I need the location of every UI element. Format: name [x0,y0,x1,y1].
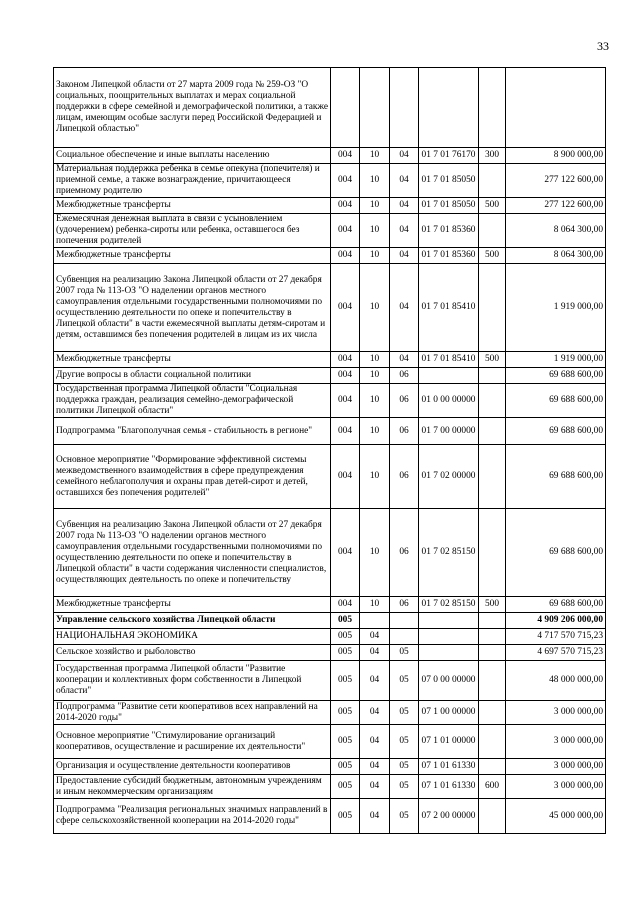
subsection-code-cell: 06 [390,509,419,597]
amount-cell: 69 688 600,00 [506,445,606,509]
target-article-cell [419,613,479,629]
subsection-code-cell: 05 [390,799,419,834]
subsection-code-cell: 06 [390,418,419,445]
amount-cell: 45 000 000,00 [506,799,606,834]
table-row [54,248,606,264]
table-row [54,799,606,834]
target-article-cell: 07 1 01 61330 [419,775,479,799]
subsection-code-cell: 06 [390,368,419,384]
amount-cell: 4 717 570 715,23 [506,629,606,645]
section-code-cell: 10 [360,198,390,214]
subsection-code-cell: 05 [390,645,419,661]
expense-type-cell: 600 [479,775,506,799]
target-article-cell: 07 0 00 00000 [419,661,479,701]
section-code-cell [360,68,390,148]
ministry-code-cell: 005 [331,799,360,834]
section-code-cell: 10 [360,148,390,164]
section-code-cell: 10 [360,164,390,198]
expense-type-cell [479,445,506,509]
row-name-cell: Субвенция на реализацию Закона Липецкой области от 27 декабря 2007 года № 113-ОЗ "О наделении органов местного самоуправления отдельными государственными полномочиями по осуществлению деятельности по опеке и попечительству в Липецкой области" в части ежемесячной выплаты детям-сиротам и детям, оставшимся без попечения родителей в лицам из их числа [54,264,331,352]
table-row [54,148,606,164]
ministry-code-cell: 004 [331,198,360,214]
expense-type-cell [479,661,506,701]
ministry-code-cell: 004 [331,509,360,597]
subsection-code-cell: 06 [390,445,419,509]
ministry-code-cell: 004 [331,264,360,352]
row-name-cell: Государственная программа Липецкой области "Социальная поддержка граждан, реализация семейно-демографической политики Липецкой области" [54,384,331,418]
expense-type-cell [479,368,506,384]
section-code-cell: 10 [360,384,390,418]
subsection-code-cell: 05 [390,701,419,725]
target-article-cell [419,629,479,645]
section-code-cell: 10 [360,445,390,509]
ministry-code-cell: 005 [331,629,360,645]
target-article-cell: 01 7 01 85050 [419,198,479,214]
amount-cell: 69 688 600,00 [506,418,606,445]
row-name-cell: Межбюджетные трансферты [54,198,331,214]
ministry-code-cell: 004 [331,148,360,164]
row-name-cell: Государственная программа Липецкой области "Развитие кооперации и коллективных форм собственности в Липецкой области" [54,661,331,701]
row-name-cell: Подпрограмма "Благополучная семья - стабильность в регионе" [54,418,331,445]
amount-cell: 3 000 000,00 [506,775,606,799]
subsection-code-cell: 05 [390,661,419,701]
subsection-code-cell: 04 [390,352,419,368]
row-name-cell: Подпрограмма "Развитие сети кооперативов всех направлений на 2014-2020 годы" [54,701,331,725]
table-row [54,445,606,509]
row-name-cell: Основное мероприятие "Стимулирование организаций кооперативов, осуществление и расширение их деятельности" [54,725,331,759]
target-article-cell [419,368,479,384]
row-name-cell: Социальное обеспечение и иные выплаты населению [54,148,331,164]
row-name-cell: Субвенция на реализацию Закона Липецкой области от 27 декабря 2007 года № 113-ОЗ "О наделении органов местного самоуправления отдельными государственными полномочиями по осуществлению деятельности по опеке и попечительству в Липецкой области" в части содержания численности специалистов, осуществляющих деятельность по опеке и попечительству [54,509,331,597]
budget-table [53,67,606,834]
section-code-cell: 04 [360,661,390,701]
target-article-cell: 01 7 02 00000 [419,445,479,509]
amount-cell: 8 064 300,00 [506,248,606,264]
row-name-cell: НАЦИОНАЛЬНАЯ ЭКОНОМИКА [54,629,331,645]
table-row [54,368,606,384]
row-name-cell: Ежемесячная денежная выплата в связи с усыновлением (удочерением) ребенка-сироты или ребенка, оставшегося без попечения родителей [54,214,331,248]
expense-type-cell [479,264,506,352]
amount-cell: 48 000 000,00 [506,661,606,701]
section-code-cell [360,613,390,629]
target-article-cell: 01 7 00 00000 [419,418,479,445]
ministry-code-cell: 004 [331,214,360,248]
table-row [54,645,606,661]
ministry-code-cell: 005 [331,613,360,629]
row-name-cell: Межбюджетные трансферты [54,352,331,368]
ministry-code-cell [331,68,360,148]
table-row [54,264,606,352]
ministry-code-cell: 004 [331,418,360,445]
ministry-code-cell: 004 [331,445,360,509]
target-article-cell: 01 7 01 85360 [419,214,479,248]
subsection-code-cell: 04 [390,148,419,164]
amount-cell: 3 000 000,00 [506,725,606,759]
target-article-cell: 01 7 02 85150 [419,509,479,597]
subsection-code-cell [390,629,419,645]
target-article-cell: 07 1 00 00000 [419,701,479,725]
table-row [54,384,606,418]
table-row [54,597,606,613]
row-name-cell: Другие вопросы в области социальной политики [54,368,331,384]
target-article-cell: 01 0 00 00000 [419,384,479,418]
table-row [54,759,606,775]
section-code-cell: 10 [360,352,390,368]
amount-cell: 4 909 206 000,00 [506,613,606,629]
table-row [54,775,606,799]
section-code-cell: 10 [360,509,390,597]
section-code-cell: 04 [360,759,390,775]
section-code-cell: 04 [360,701,390,725]
subsection-code-cell: 04 [390,214,419,248]
subsection-code-cell: 06 [390,597,419,613]
amount-cell: 277 122 600,00 [506,164,606,198]
table-row [54,629,606,645]
target-article-cell: 01 7 01 85360 [419,248,479,264]
target-article-cell: 01 7 01 85410 [419,264,479,352]
target-article-cell [419,68,479,148]
expense-type-cell [479,629,506,645]
table-row [54,613,606,629]
row-name-cell: Межбюджетные трансферты [54,597,331,613]
expense-type-cell [479,509,506,597]
section-code-cell: 04 [360,645,390,661]
ministry-code-cell: 005 [331,645,360,661]
subsection-code-cell: 04 [390,164,419,198]
amount-cell: 3 000 000,00 [506,701,606,725]
row-name-cell: Межбюджетные трансферты [54,248,331,264]
ministry-code-cell: 005 [331,661,360,701]
subsection-code-cell [390,68,419,148]
ministry-code-cell: 004 [331,164,360,198]
expense-type-cell [479,725,506,759]
row-name-cell: Материальная поддержка ребенка в семье опекуна (попечителя) и приемной семье, а также вознаграждение, причитающееся приемному родителю [54,164,331,198]
target-article-cell [419,645,479,661]
table-row [54,701,606,725]
expense-type-cell: 500 [479,597,506,613]
target-article-cell: 01 7 01 85050 [419,164,479,198]
row-name-cell: Предоставление субсидий бюджетным, автономным учреждениям и иным некоммерческим организациям [54,775,331,799]
row-name-cell: Сельское хозяйство и рыболовство [54,645,331,661]
expense-type-cell [479,645,506,661]
section-code-cell: 04 [360,799,390,834]
expense-type-cell [479,214,506,248]
target-article-cell: 01 7 02 85150 [419,597,479,613]
ministry-code-cell: 004 [331,368,360,384]
amount-cell: 1 919 000,00 [506,352,606,368]
ministry-code-cell: 005 [331,775,360,799]
table-row [54,198,606,214]
amount-cell: 277 122 600,00 [506,198,606,214]
section-code-cell: 10 [360,597,390,613]
ministry-code-cell: 004 [331,384,360,418]
section-code-cell: 10 [360,418,390,445]
amount-cell: 1 919 000,00 [506,264,606,352]
row-name-cell: Законом Липецкой области от 27 марта 2009 года № 259-ОЗ "О социальных, поощрительных выплатах и мерах социальной поддержки в сфере семейной и демографической политики, а также лицам, имеющим особые заслуги перед Российской Федерацией и Липецкой областью" [54,68,331,148]
subsection-code-cell: 06 [390,384,419,418]
section-code-cell: 10 [360,368,390,384]
section-code-cell: 04 [360,775,390,799]
ministry-code-cell: 004 [331,248,360,264]
table-row [54,214,606,248]
table-row [54,418,606,445]
subsection-code-cell [390,613,419,629]
section-code-cell: 04 [360,725,390,759]
amount-cell: 8 900 000,00 [506,148,606,164]
row-name-cell: Управление сельского хозяйства Липецкой области [54,613,331,629]
amount-cell: 69 688 600,00 [506,597,606,613]
row-name-cell: Организация и осуществление деятельности кооперативов [54,759,331,775]
table-row [54,68,606,148]
expense-type-cell [479,799,506,834]
expense-type-cell [479,418,506,445]
amount-cell: 69 688 600,00 [506,368,606,384]
expense-type-cell [479,384,506,418]
ministry-code-cell: 004 [331,352,360,368]
section-code-cell: 10 [360,214,390,248]
expense-type-cell: 500 [479,352,506,368]
amount-cell: 4 697 570 715,23 [506,645,606,661]
expense-type-cell [479,68,506,148]
table-row [54,725,606,759]
target-article-cell: 07 2 00 00000 [419,799,479,834]
row-name-cell: Подпрограмма "Реализация региональных значимых направлений в сфере сельскохозяйственной кооперации на 2014-2020 годы" [54,799,331,834]
expense-type-cell [479,701,506,725]
subsection-code-cell: 04 [390,264,419,352]
subsection-code-cell: 05 [390,759,419,775]
expense-type-cell [479,613,506,629]
amount-cell: 8 064 300,00 [506,214,606,248]
ministry-code-cell: 005 [331,759,360,775]
row-name-cell: Основное мероприятие "Формирование эффективной системы межведомственного взаимодействия в сфере предупреждения семейного неблагополучия и охраны прав детей-сирот и детей, оставшихся без попечения родителей" [54,445,331,509]
table-row [54,509,606,597]
ministry-code-cell: 004 [331,597,360,613]
section-code-cell: 10 [360,264,390,352]
table-row [54,164,606,198]
amount-cell: 69 688 600,00 [506,384,606,418]
section-code-cell: 04 [360,629,390,645]
target-article-cell: 01 7 01 85410 [419,352,479,368]
ministry-code-cell: 005 [331,701,360,725]
expense-type-cell [479,759,506,775]
amount-cell [506,68,606,148]
page-number: 33 [597,39,609,53]
section-code-cell: 10 [360,248,390,264]
expense-type-cell: 500 [479,198,506,214]
subsection-code-cell: 05 [390,725,419,759]
subsection-code-cell: 05 [390,775,419,799]
table-body [54,68,606,834]
expense-type-cell: 500 [479,248,506,264]
amount-cell: 3 000 000,00 [506,759,606,775]
expense-type-cell [479,164,506,198]
target-article-cell: 07 1 01 61330 [419,759,479,775]
subsection-code-cell: 04 [390,198,419,214]
subsection-code-cell: 04 [390,248,419,264]
table-row [54,352,606,368]
ministry-code-cell: 005 [331,725,360,759]
target-article-cell: 01 7 01 76170 [419,148,479,164]
target-article-cell: 07 1 01 00000 [419,725,479,759]
table-row [54,661,606,701]
amount-cell: 69 688 600,00 [506,509,606,597]
expense-type-cell: 300 [479,148,506,164]
